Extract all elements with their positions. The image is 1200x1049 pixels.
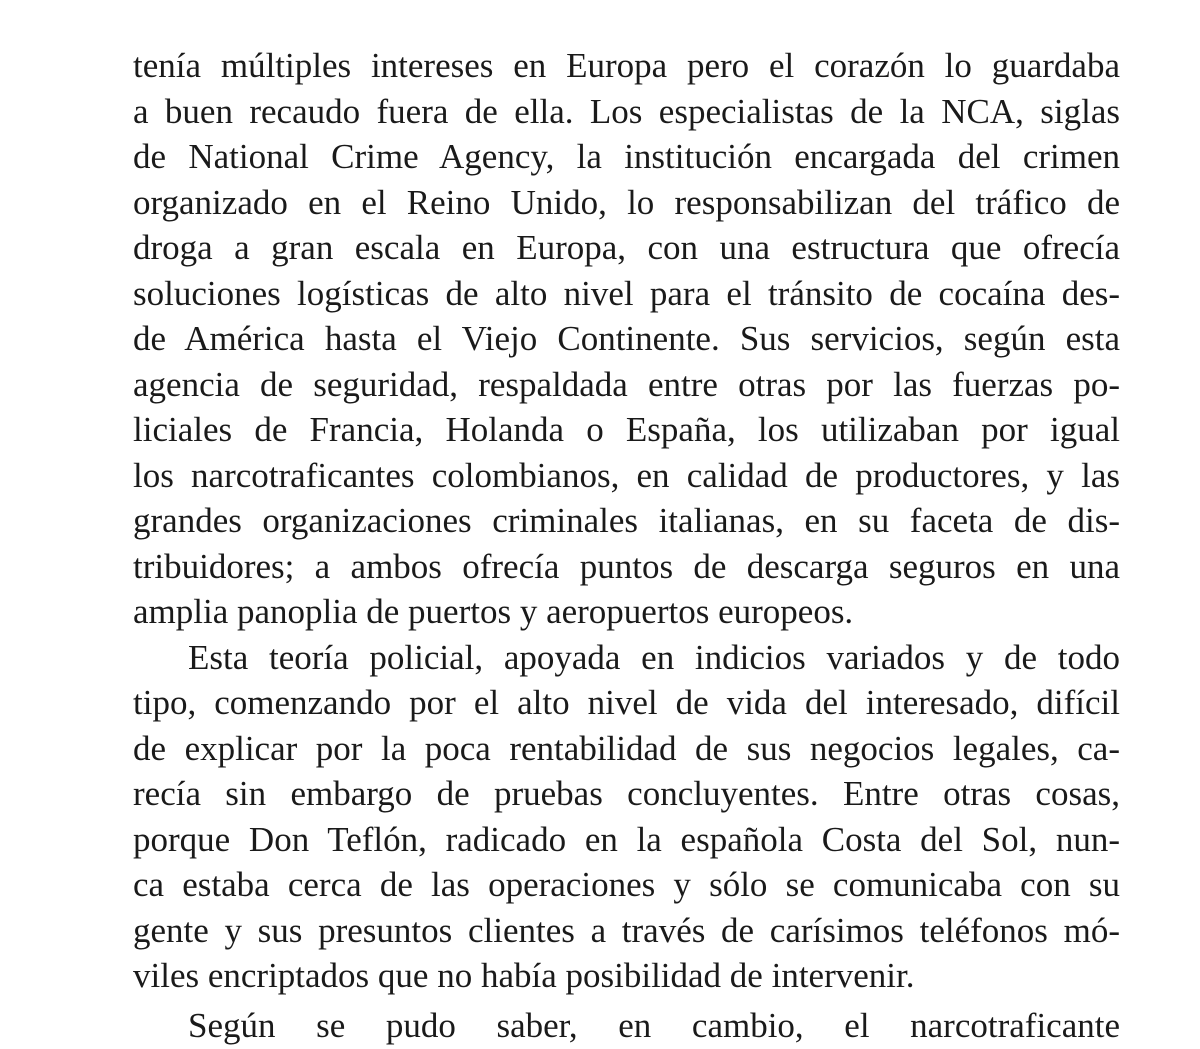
- text-line: Según se pudo saber, en cambio, el narcotraficante: [188, 1006, 1120, 1045]
- text-line: tenía múltiples intereses en Europa pero el corazón lo guardaba: [133, 46, 1120, 85]
- text-line: gente y sus presuntos clientes a través de carísimos teléfonos mó-: [133, 910, 1120, 950]
- text-line: amplia panoplia de puertos y aeropuertos europeos.: [133, 592, 854, 631]
- text-line: de América hasta el Viejo Continente. Sus servicios, según esta: [133, 319, 1120, 358]
- cutoff-text-line: [133, 1003, 1120, 1045]
- text-line: Esta teoría policial, apoyada en indicios variados y de todo: [188, 637, 1120, 677]
- text-line: tipo, comenzando por el alto nivel de vida del interesado, difícil: [133, 683, 1120, 722]
- text-line: de National Crime Agency, la institución encargada del crimen: [133, 137, 1120, 176]
- text-line: a buen recaudo fuera de ella. Los especialistas de la NCA, siglas: [133, 91, 1120, 131]
- text-line: de explicar por la poca rentabilidad de sus negocios legales, ca-: [133, 728, 1120, 768]
- text-line: grandes organizaciones criminales italianas, en su faceta de dis-: [133, 501, 1120, 540]
- text-line: tribuidores; a ambos ofrecía puntos de descarga seguros en una: [133, 546, 1120, 586]
- text-line: organizado en el Reino Unido, lo responsabilizan del tráfico de: [133, 182, 1120, 222]
- text-line: soluciones logísticas de alto nivel para el tránsito de cocaína des-: [133, 273, 1120, 313]
- body-text: [133, 43, 1120, 999]
- text-line: liciales de Francia, Holanda o España, los utilizaban por igual: [133, 410, 1120, 449]
- text-line: viles encriptados que no había posibilidad de intervenir.: [133, 956, 915, 995]
- text-line: droga a gran escala en Europa, con una estructura que ofrecía: [133, 228, 1120, 267]
- text-line: los narcotraficantes colombianos, en calidad de productores, y las: [133, 455, 1120, 495]
- paragraph-2: [133, 635, 1120, 999]
- text-line: recía sin embargo de pruebas concluyentes. Entre otras cosas,: [133, 774, 1120, 813]
- text-line: porque Don Teflón, radicado en la española Costa del Sol, nun-: [133, 819, 1120, 859]
- text-line: agencia de seguridad, respaldada entre otras por las fuerzas po-: [133, 364, 1120, 404]
- paragraph-1: [133, 43, 1120, 635]
- text-line: ca estaba cerca de las operaciones y sólo se comunicaba con su: [133, 865, 1120, 904]
